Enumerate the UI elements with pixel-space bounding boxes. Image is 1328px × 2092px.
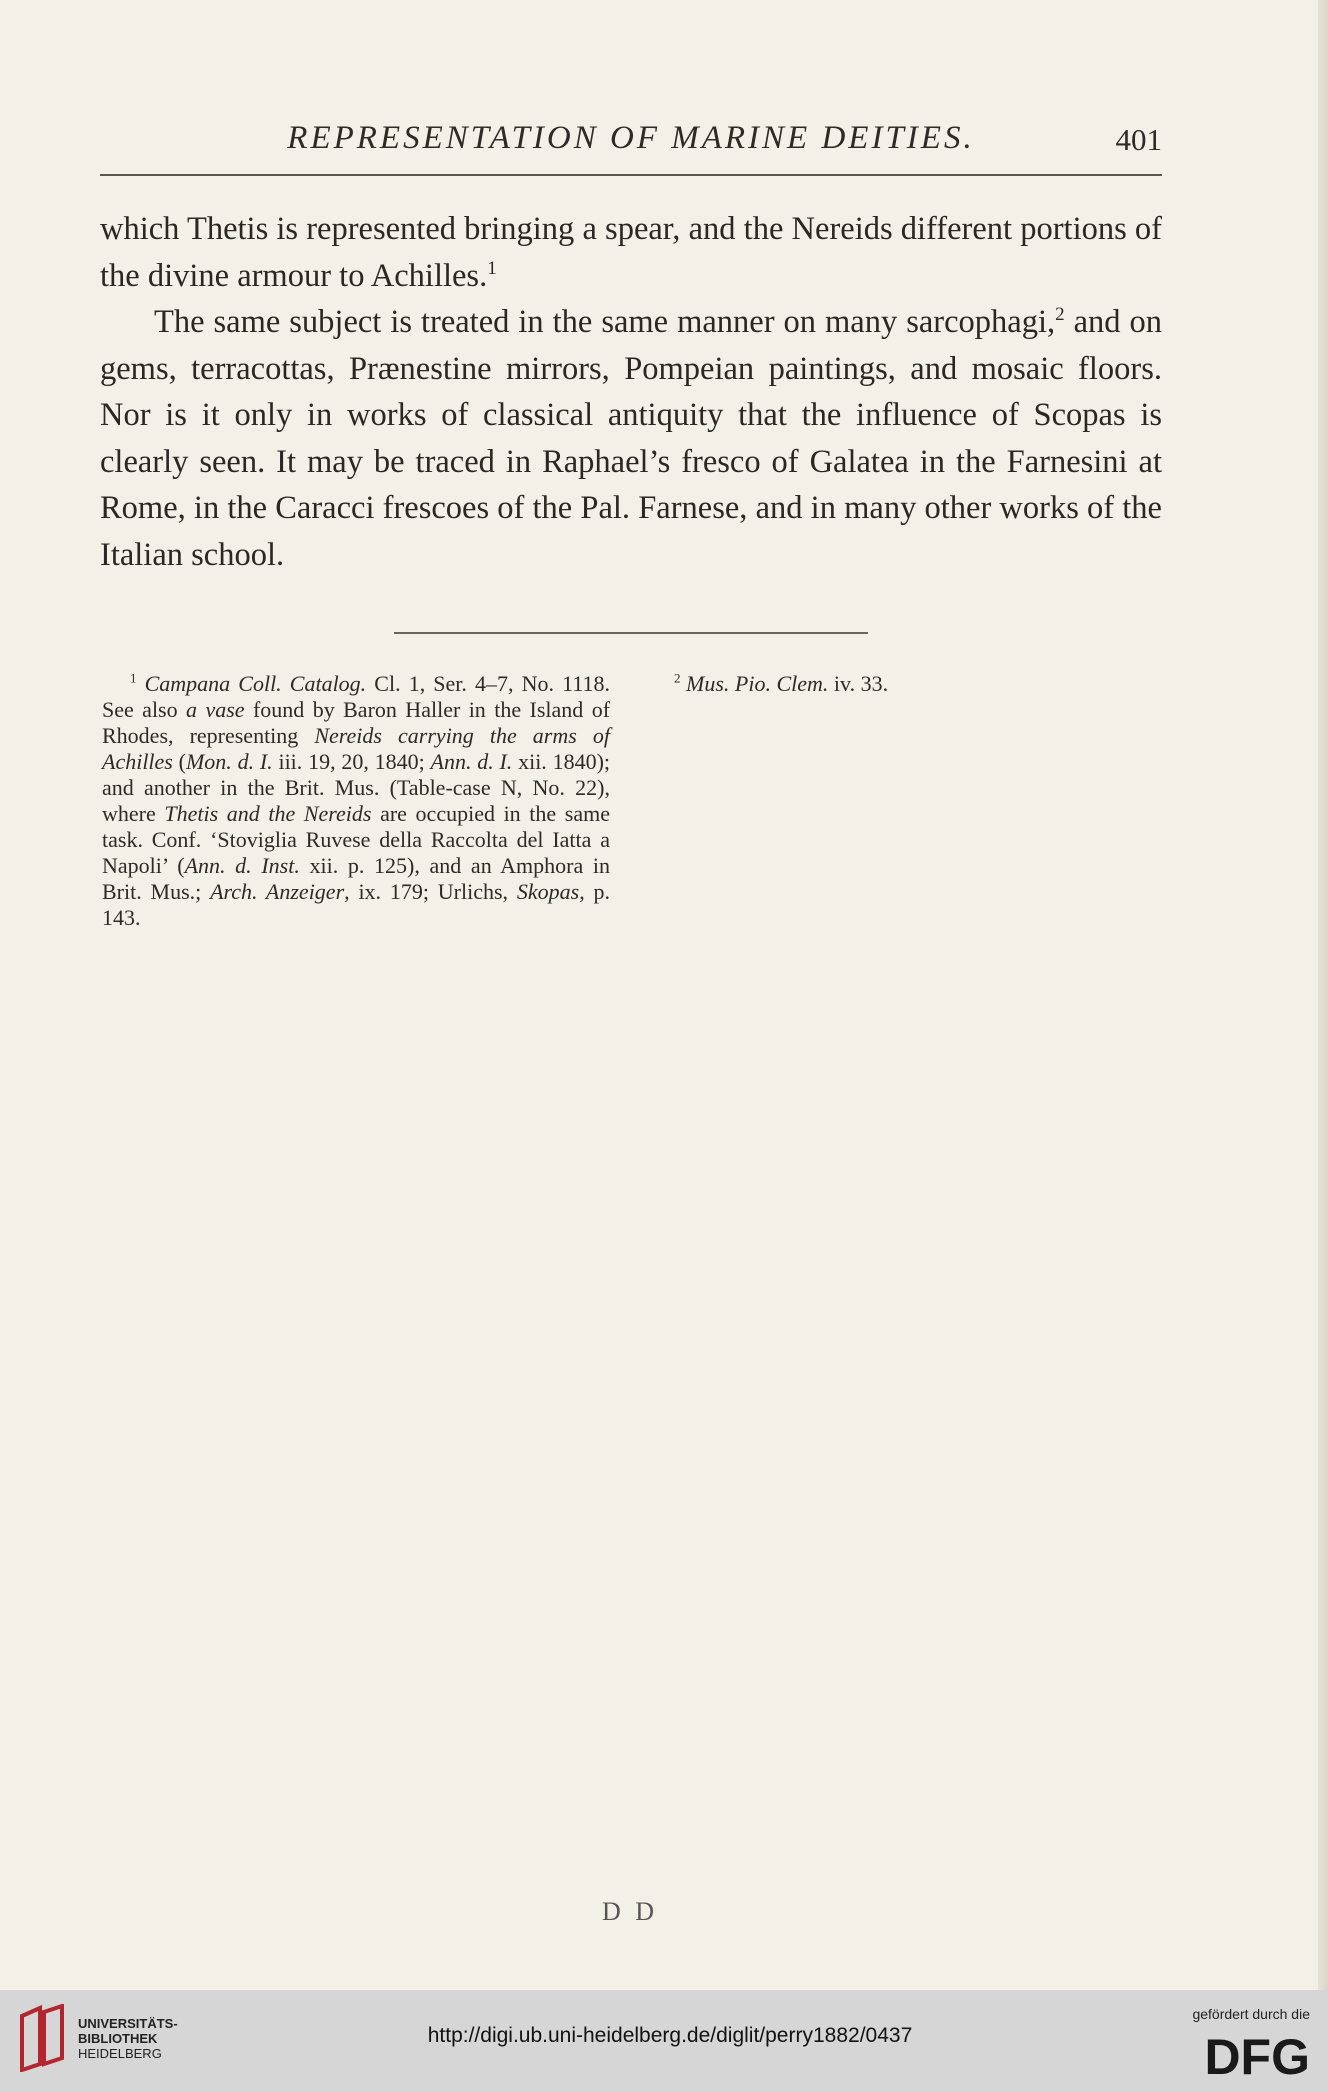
- fn1-text-4: iii. 19, 20, 1840;: [272, 749, 431, 774]
- fn1-text-8: , ix. 179; Urlichs,: [344, 879, 517, 904]
- library-line-3: HEIDELBERG: [78, 2046, 162, 2061]
- running-head-title: REPRESENTATION OF MARINE DEITIES.: [287, 120, 975, 156]
- fn1-text-1: Cl. 1, Ser. 4–7, No. 1118. See also: [102, 671, 610, 722]
- footnote-2-mark: 2: [674, 670, 681, 686]
- fn1-italic-3: Nereids carrying the arms of Achilles: [102, 723, 610, 774]
- library-line-2: BIBLIOTHEK: [78, 2031, 158, 2046]
- library-emblem-icon: [14, 2004, 70, 2072]
- footer-bar: [0, 1990, 1328, 2092]
- fn1-italic-5: Ann. d. I.: [430, 749, 513, 774]
- paragraph-2-text-a: The same subject is treated in the same manner on many sarcophagi,: [154, 304, 1056, 340]
- header-rule: [100, 174, 1162, 176]
- dfg-logo-icon: [1182, 2028, 1310, 2078]
- signature-mark: D D: [601, 1897, 659, 1926]
- fn1-italic-4: Mon. d. I.: [185, 749, 273, 774]
- running-head: [100, 120, 1162, 164]
- paragraph-1: [100, 206, 1162, 299]
- fn1-text-7: xii. p. 125), and an Amphora in Brit. Mus.;: [102, 853, 610, 904]
- paragraph-2-text-b: and on gems, terracottas, Prænestine mirrors, Pompeian paintings, and mosaic floors. Nor is it only in works of classical antiquity that the influence of Scopas is clearly seen. It may be traced in Raphael’s fresco of Galatea in the Farnesini at Rome, in the Caracci frescoes of the Pal. Farnese, and in many other works of the Italian school.: [100, 304, 1162, 573]
- fn1-italic-8: Arch. Anzeiger: [210, 879, 345, 904]
- footnote-column-left: [102, 671, 610, 931]
- library-name: [78, 2016, 178, 2061]
- footnote-ref-2: 2: [1055, 304, 1065, 326]
- fn1-text-3: (: [172, 749, 186, 774]
- fn2-text-1: iv. 33.: [828, 671, 889, 696]
- library-logo[interactable]: [14, 2004, 214, 2078]
- fn1-italic-6: Thetis and the Nereids: [164, 801, 372, 826]
- paragraph-2: [100, 299, 1162, 578]
- footnote-ref-1: 1: [487, 257, 497, 279]
- fn1-italic-9: Skopas: [516, 879, 580, 904]
- footnote-1-part-1: [102, 671, 610, 931]
- footnote-rule: [394, 632, 868, 634]
- footnote-column-right: [646, 671, 1154, 697]
- fn1-text-6: are occupied in the same task. Conf. ‘Stoviglia Ruvese della Raccolta del Iatta a Napoli’ (: [102, 801, 610, 878]
- library-line-1: UNIVERSITÄTS-: [78, 2016, 178, 2031]
- fn1-italic-2: a vase: [186, 697, 245, 722]
- fn1-text-9: , p. 143.: [102, 879, 610, 930]
- fn1-italic-1: Campana Coll. Catalog.: [144, 671, 367, 696]
- sponsor-label: gefördert durch die: [1192, 2006, 1310, 2022]
- permalink-url[interactable]: http://digi.ub.uni-heidelberg.de/diglit/perry1882/0437: [427, 2024, 913, 2047]
- page-edge-shadow: [1318, 0, 1328, 1990]
- fn1-text-5: xii. 1840); and another in the Brit. Mus. (Table-case N, No. 22), where: [102, 749, 611, 826]
- body-text: [100, 206, 1162, 578]
- paragraph-1-text: which Thetis is represented bringing a spear, and the Nereids different portions of the divine armour to Achilles.: [100, 211, 1162, 294]
- footnotes: [102, 670, 1162, 930]
- fn1-italic-7: Ann. d. Inst.: [184, 853, 300, 878]
- page-number: 401: [1115, 122, 1162, 157]
- fn1-text-2: found by Baron Haller in the Island of Rhodes, representing: [102, 697, 611, 748]
- footnote-2: [646, 671, 1154, 697]
- dfg-logo-text: DFG: [1204, 2029, 1310, 2078]
- sponsor[interactable]: [1150, 2000, 1310, 2086]
- footnote-1-mark: 1: [130, 670, 137, 686]
- fn2-italic-1: Mus. Pio. Clem.: [686, 671, 829, 696]
